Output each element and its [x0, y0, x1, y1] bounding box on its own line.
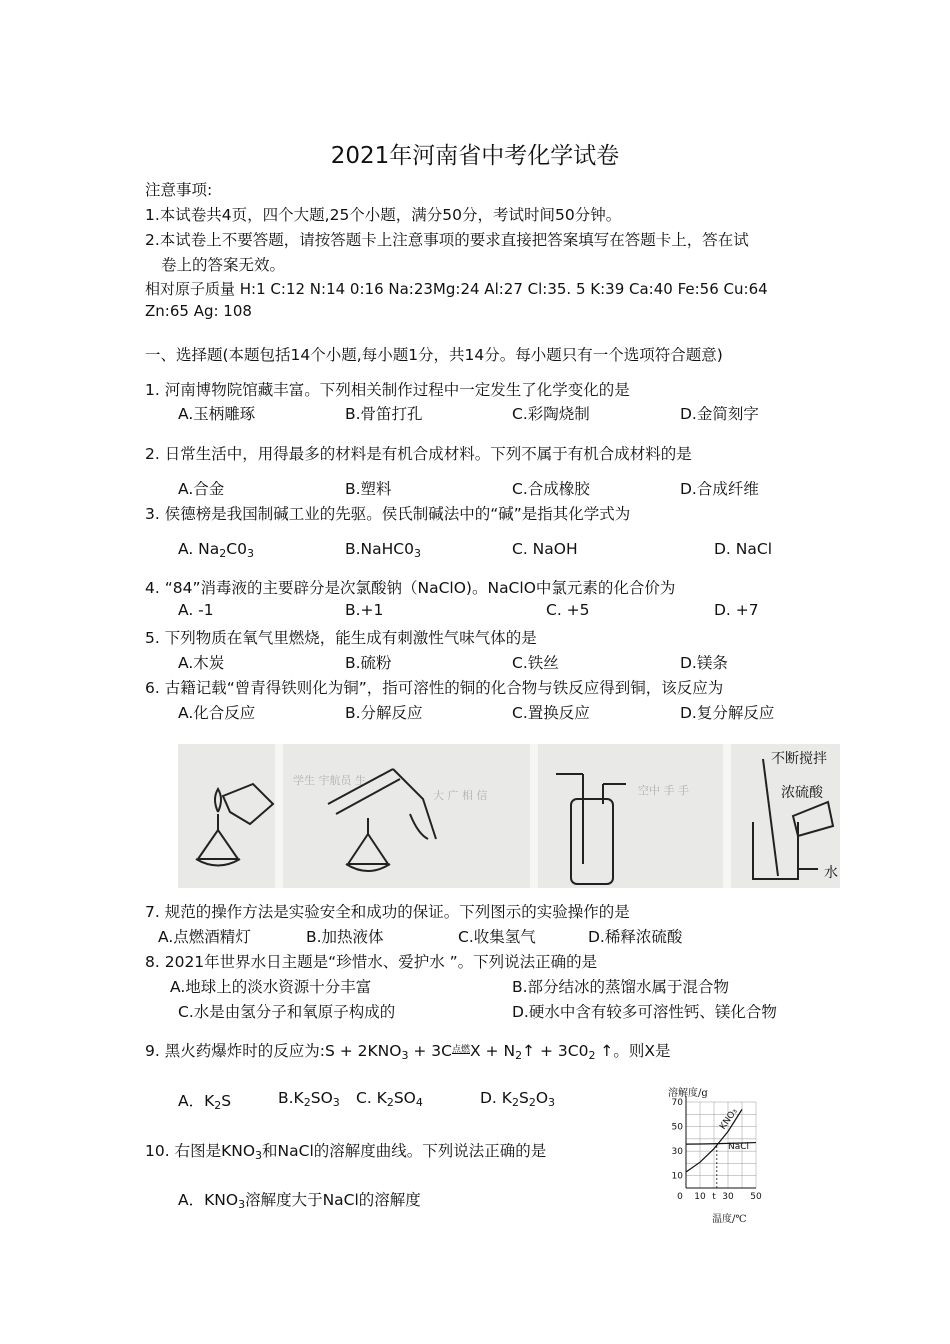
option: B.塑料: [345, 480, 392, 498]
option: C. NaOH: [512, 540, 578, 558]
option: C.收集氢气: [458, 928, 536, 946]
option: B.硫粉: [345, 654, 392, 672]
option: D.金简刻字: [680, 405, 759, 423]
page-title: 2021年河南省中考化学试卷: [330, 143, 620, 169]
option: C.彩陶烧制: [512, 405, 590, 423]
option: D. NaCl: [714, 540, 773, 558]
option: C. +5: [546, 601, 590, 619]
y-tick-label: 10: [671, 1171, 683, 1182]
x-tick-label: 50: [750, 1192, 762, 1202]
option: B.+1: [345, 601, 384, 619]
option: D.复分解反应: [680, 704, 775, 722]
notes-heading: 注意事项:: [145, 181, 213, 199]
option: B.部分结冰的蒸馏水属于混合物: [512, 978, 730, 996]
question-stem: 8. 2021年世界水日主题是“珍惜水、爱护水 ”。下列说法正确的是: [145, 953, 598, 971]
question-stem: 5. 下列物质在氧气里燃烧，能生成有刺激性气味气体的是: [145, 629, 537, 647]
option: $B.NaHC0_3$: [345, 540, 421, 560]
svg-text:学生 宇航员 生: 学生 宇航员 生: [293, 774, 366, 787]
option: D.硬水中含有较多可溶性钙、镁化合物: [512, 1003, 777, 1021]
question-stem: 4. “84”消毒液的主要辟分是次氯酸钠（NaClO)。NaClO中氯元素的化合价为: [145, 579, 676, 597]
x-axis-label: 温度/℃: [712, 1214, 747, 1225]
option: D. $K_2S_2O_3$: [480, 1089, 556, 1109]
y-tick-label: 30: [671, 1147, 683, 1158]
option: A.合金: [178, 480, 225, 498]
option: D. +7: [714, 601, 759, 619]
option: C.铁丝: [512, 654, 559, 672]
atomic-mass-line: Zn:65 Ag: 108: [145, 302, 252, 320]
figure-label: 水: [824, 865, 838, 881]
x-tick-label: 30: [722, 1192, 734, 1202]
option: A.木炭: [178, 654, 225, 672]
option: A.玉柄雕琢: [178, 405, 256, 423]
question-stem: 6. 古籍记载“曾青得铁则化为铜”，指可溶性的铜的化合物与铁反应得到铜，该反应为: [145, 679, 724, 697]
option: A. -1: [178, 601, 214, 619]
svg-text:空中 手 手: 空中 手 手: [638, 784, 689, 797]
question-stem: 2. 日常生活中，用得最多的材料是有机合成材料。下列不属于有机合成材料的是: [145, 445, 692, 463]
solubility-chart-svg: [664, 1086, 774, 1226]
y-tick-label: 70: [671, 1098, 683, 1108]
question-stem: 1. 河南博物院馆藏丰富。下列相关制作过程中一定发生了化学变化的是: [145, 381, 630, 399]
option: D.稀释浓硫酸: [588, 928, 683, 946]
option: A.化合反应: [178, 704, 256, 722]
x-tick-label: 10: [694, 1192, 706, 1202]
question-stem: 9. 黑火药爆炸时的反应为:S + $2KNO_3 + 3C^{点燃}X$ + $N_2↑ + 3C0_2$ ↑。则X是: [145, 1042, 671, 1062]
option: D.镁条: [680, 654, 728, 672]
option: C.水是由氢分子和氧原子构成的: [178, 1003, 396, 1021]
question-stem: 10. 右图是$KNO_3$和NaCl的溶解度曲线。下列说法正确的是: [145, 1142, 547, 1162]
atomic-mass-line: 相对原子质量 H:1 C:12 N:14 0:16 Na:23Mg:24 Al:27 Cl:35. 5 K:39 Ca:40 Fe:56 Cu:64: [145, 280, 768, 298]
svg-text:大 广 相 信: 大 广 相 信: [433, 789, 488, 802]
option: C. $K_2SO_4$: [356, 1089, 423, 1109]
option: A. $Na_2C0_3$: [178, 540, 254, 560]
experiment-figure: [178, 744, 840, 888]
section-heading: 一、选择题(本题包括14个小题,每小题1分，共14分。每小题只有一个选项符合题意): [145, 346, 723, 364]
experiment-drawing: [178, 744, 840, 888]
y-tick-label: 50: [671, 1122, 683, 1133]
figure-label: 浓硫酸: [781, 785, 823, 801]
option: A．$K_2S$: [178, 1092, 232, 1112]
question-stem: 3. 侯德榜是我国制碱工业的先驱。侯氏制碱法中的“碱”是指其化学式为: [145, 505, 631, 523]
option: D.合成纤维: [680, 480, 759, 498]
option: B.加热液体: [306, 928, 384, 946]
question-stem: 7. 规范的操作方法是实验安全和成功的保证。下列图示的实验操作的是: [145, 903, 630, 921]
reaction-condition: 点燃: [451, 1045, 470, 1055]
series-label-nacl: NaCl: [728, 1142, 750, 1152]
solubility-chart: [664, 1086, 774, 1226]
option: A．$KNO_3$溶解度大于NaCl的溶解度: [178, 1191, 421, 1211]
note-item: 卷上的答案无效。: [161, 256, 286, 274]
option: C.置换反应: [512, 704, 590, 722]
option: B.骨笛打孔: [345, 405, 423, 423]
series-label-kno3: KNO₃: [718, 1106, 740, 1132]
figure-label: 不断搅拌: [771, 751, 827, 767]
note-item: 1.本试卷共4页，四个大题,25个小题，满分50分，考试时间50分钟。: [145, 206, 622, 224]
option: B.分解反应: [345, 704, 423, 722]
option: A.点燃酒精灯: [158, 928, 251, 946]
x-tick-label: t: [712, 1192, 716, 1202]
option: $B.K_2SO_3$: [278, 1089, 340, 1109]
option: C.合成橡胶: [512, 480, 590, 498]
y-axis-label: 溶解度/g: [668, 1088, 708, 1099]
option: A.地球上的淡水资源十分丰富: [170, 978, 372, 996]
note-item: 2.本试卷上不要答题，请按答题卡上注意事项的要求直接把答案填写在答题卡上，答在试: [145, 231, 749, 249]
x-tick-label: 0: [677, 1192, 683, 1202]
